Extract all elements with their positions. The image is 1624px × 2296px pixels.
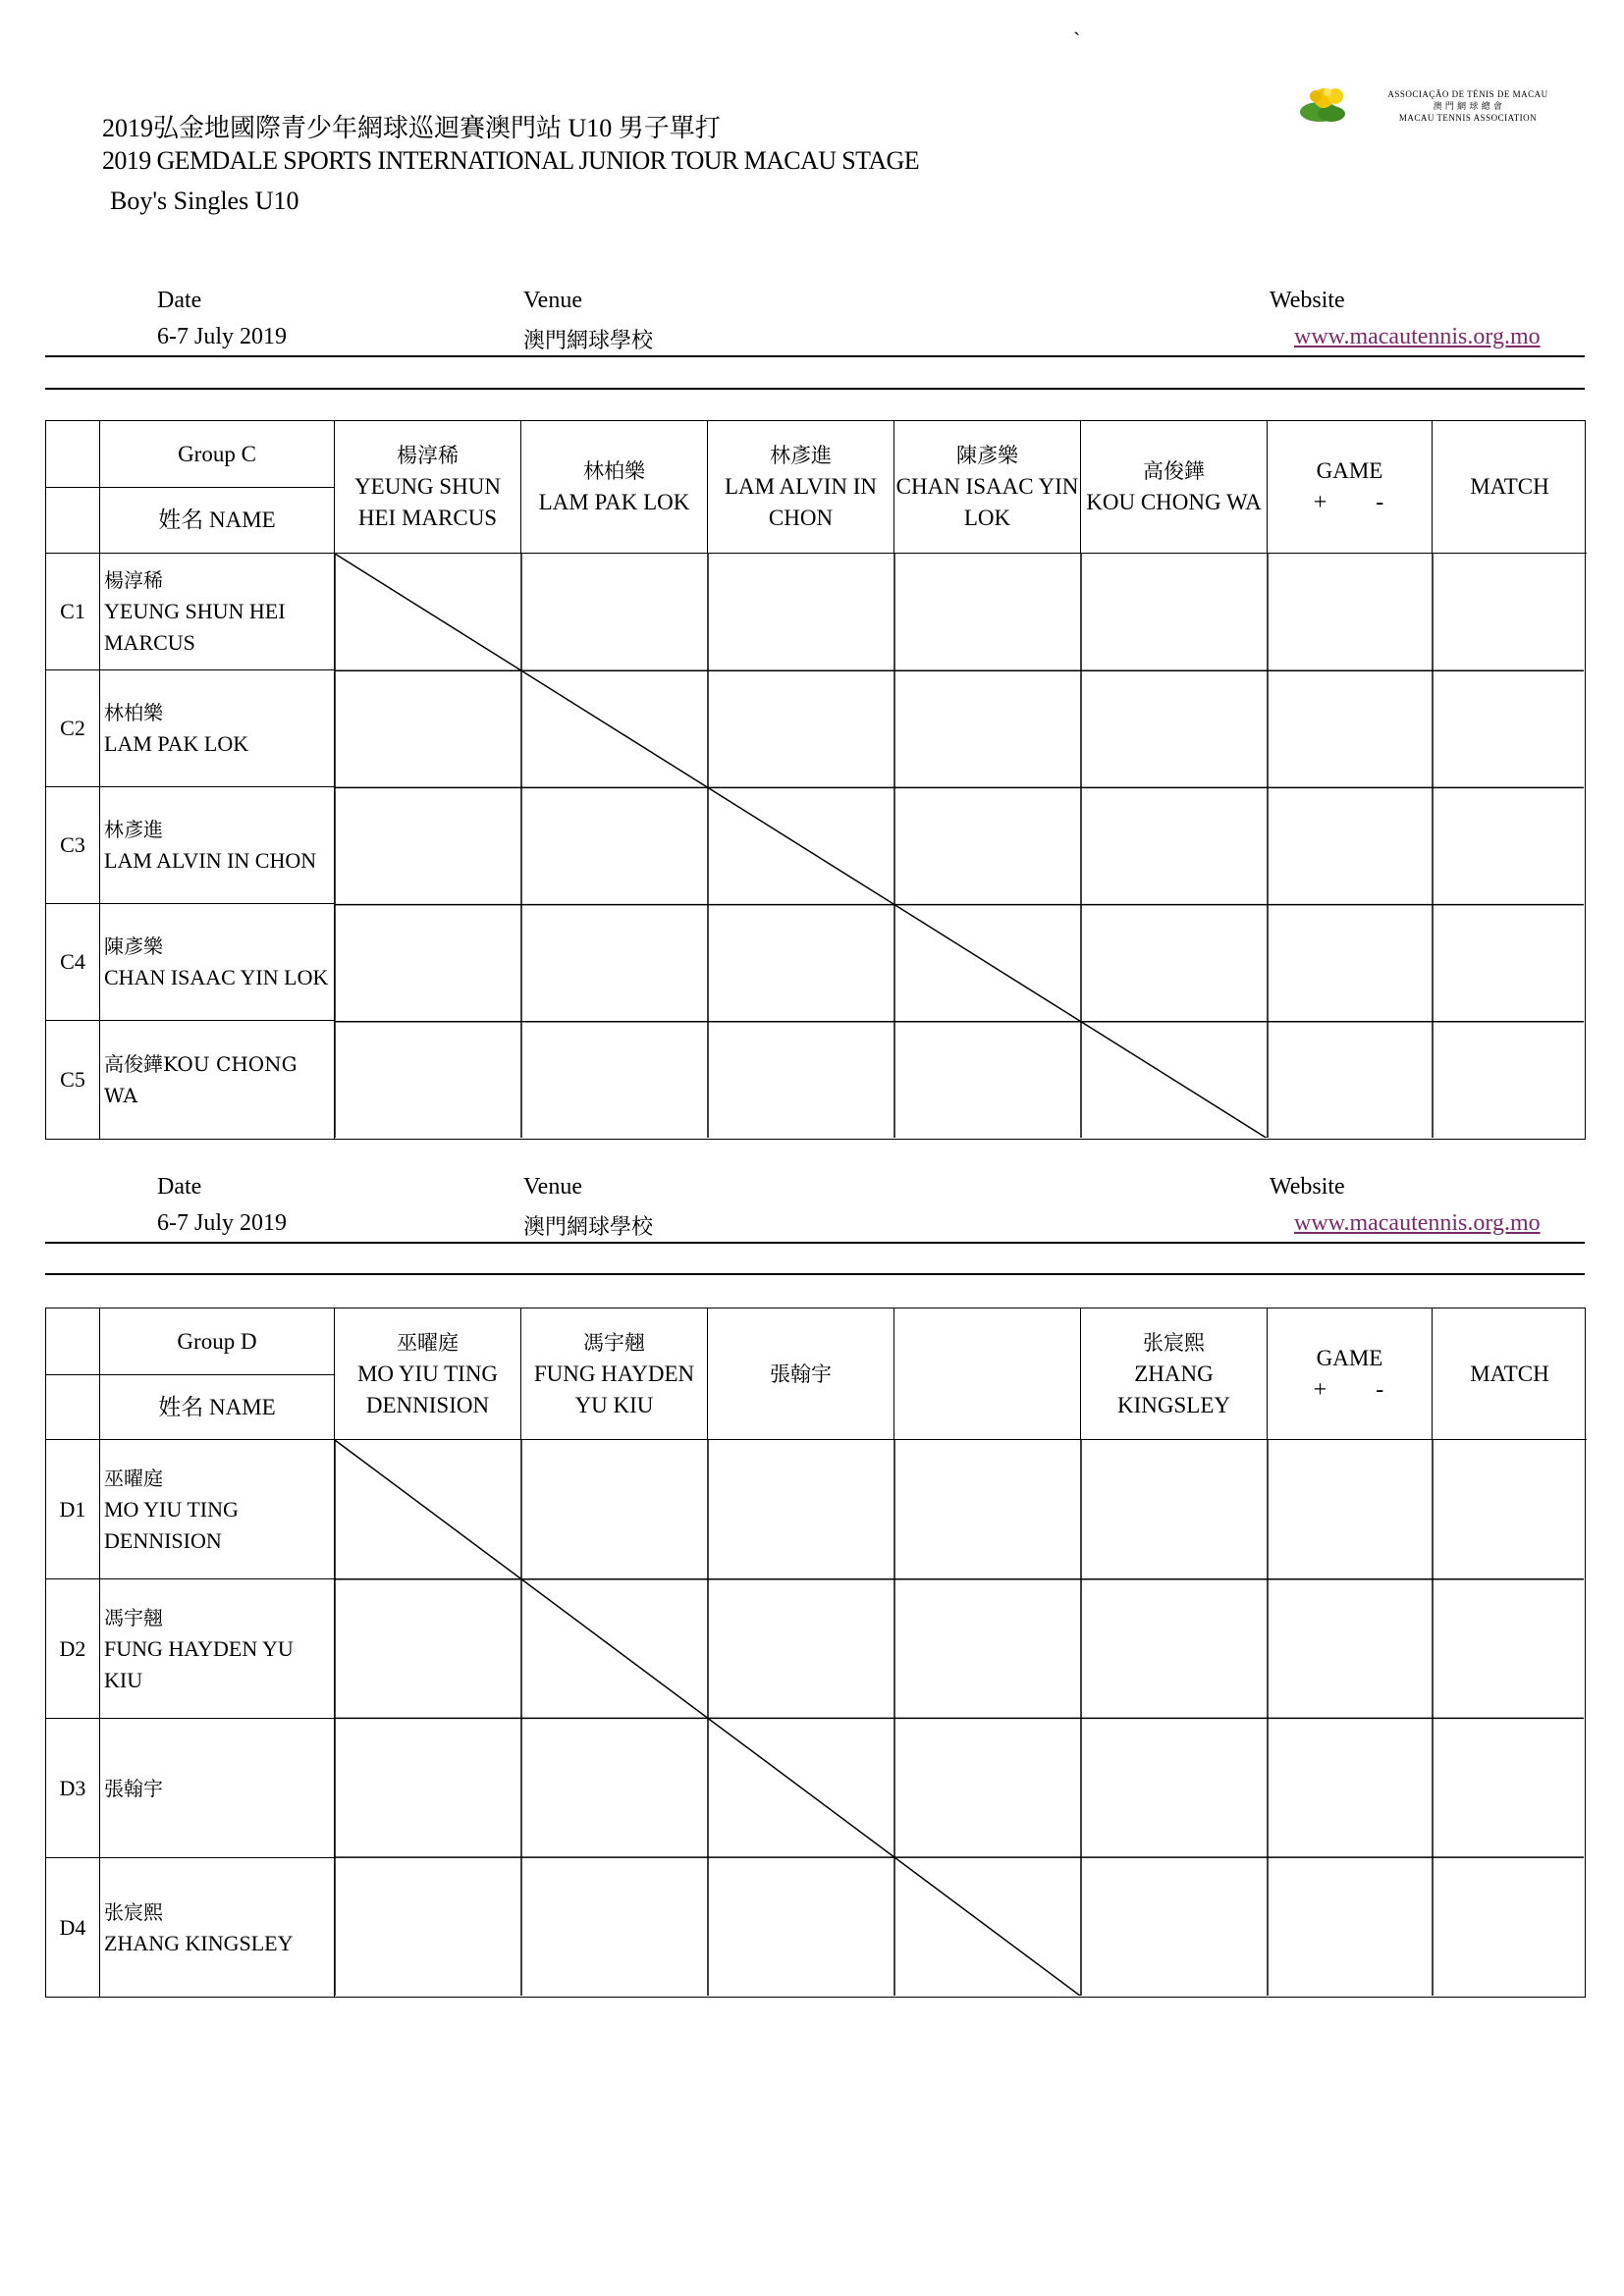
group-d-table [45, 1308, 1586, 1998]
score-grid-lines [46, 421, 1584, 1138]
website-link[interactable]: www.macautennis.org.mo [1294, 1210, 1541, 1236]
divider [45, 1242, 1585, 1244]
column-header: 林柏樂 LAM PAK LOK [521, 421, 708, 554]
row-code: D3 [46, 1719, 100, 1858]
group-d-label: Group D [100, 1308, 335, 1375]
subtitle-event: Boy's Singles U10 [110, 187, 299, 215]
divider [45, 1273, 1585, 1275]
venue-value: 澳門網球學校 [523, 1215, 654, 1240]
row-code: D2 [46, 1579, 100, 1719]
website-link[interactable]: www.macautennis.org.mo [1294, 324, 1541, 349]
column-header: 馮宇翹 FUNG HAYDEN YU KIU [521, 1308, 708, 1440]
player-name: 张宸熙 ZHANG KINGSLEY [100, 1858, 335, 1997]
venue-label: Venue [523, 1174, 582, 1200]
player-name: 楊淳稀 YEUNG SHUN HEI MARCUS [100, 554, 335, 670]
website-label: Website [1270, 1174, 1345, 1200]
row-code: D1 [46, 1440, 100, 1579]
title-english: 2019 GEMDALE SPORTS INTERNATIONAL JUNIOR TOUR MACAU STAGE [102, 146, 919, 175]
score-grid-lines [46, 1308, 1584, 1996]
column-header: 张宸熙 ZHANG KINGSLEY [1081, 1308, 1268, 1440]
player-name: 陳彥樂 CHAN ISAAC YIN LOK [100, 904, 335, 1021]
logo-text-pt: ASSOCIAÇÃO DE TÉNIS DE MACAU [1387, 89, 1548, 99]
column-header: 楊淳稀 YEUNG SHUN HEI MARCUS [335, 421, 521, 554]
divider [45, 388, 1585, 390]
website-label: Website [1270, 288, 1345, 313]
player-name: 林柏樂 LAM PAK LOK [100, 670, 335, 787]
row-code: C3 [46, 787, 100, 904]
column-header: 高俊鏵 KOU CHONG WA [1081, 421, 1268, 554]
name-header: 姓名 NAME [100, 488, 335, 554]
row-code: D4 [46, 1858, 100, 1997]
match-header: MATCH [1433, 1308, 1587, 1440]
match-header: MATCH [1433, 421, 1587, 554]
venue-value: 澳門網球學校 [523, 329, 654, 353]
name-header: 姓名 NAME [100, 1375, 335, 1440]
column-header: 巫曜庭 MO YIU TING DENNISION [335, 1308, 521, 1440]
row-code: C2 [46, 670, 100, 787]
stray-tick-mark: ` [1073, 27, 1081, 52]
player-name: 馮宇翹 FUNG HAYDEN YU KIU [100, 1579, 335, 1719]
player-name: 高俊鏵KOU CHONG WA [100, 1021, 335, 1139]
date-label: Date [157, 288, 202, 313]
self-match-diagonal [335, 554, 1268, 1138]
row-code: C4 [46, 904, 100, 1021]
group-c-table [45, 420, 1586, 1140]
row-code: C5 [46, 1021, 100, 1139]
column-header: 張翰宇 [708, 1308, 894, 1440]
player-name: 張翰宇 [100, 1719, 335, 1858]
game-header: GAME + - [1268, 421, 1433, 554]
column-header: 林彥進 LAM ALVIN IN CHON [708, 421, 894, 554]
date-value: 6-7 July 2019 [157, 324, 287, 349]
player-name: 巫曜庭 MO YIU TING DENNISION [100, 1440, 335, 1579]
player-name: 林彥進 LAM ALVIN IN CHON [100, 787, 335, 904]
title-chinese: 2019弘金地國際青少年網球巡迴賽澳門站 U10 男子單打 [102, 114, 721, 142]
row-code: C1 [46, 554, 100, 670]
logo-text [1375, 88, 1561, 124]
logo-text-en: MACAU TENNIS ASSOCIATION [1398, 113, 1538, 123]
group-c-label: Group C [100, 421, 335, 488]
association-logo [1298, 84, 1565, 128]
game-header: GAME + - [1268, 1308, 1433, 1440]
divider [45, 355, 1585, 357]
date-label: Date [157, 1174, 202, 1200]
logo-text-zh: 澳 門 網 球 總 會 [1433, 101, 1503, 111]
lotus-flower-icon [1298, 84, 1353, 124]
date-value: 6-7 July 2019 [157, 1210, 287, 1236]
column-header: 陳彥樂 CHAN ISAAC YIN LOK [894, 421, 1081, 554]
venue-label: Venue [523, 288, 582, 313]
